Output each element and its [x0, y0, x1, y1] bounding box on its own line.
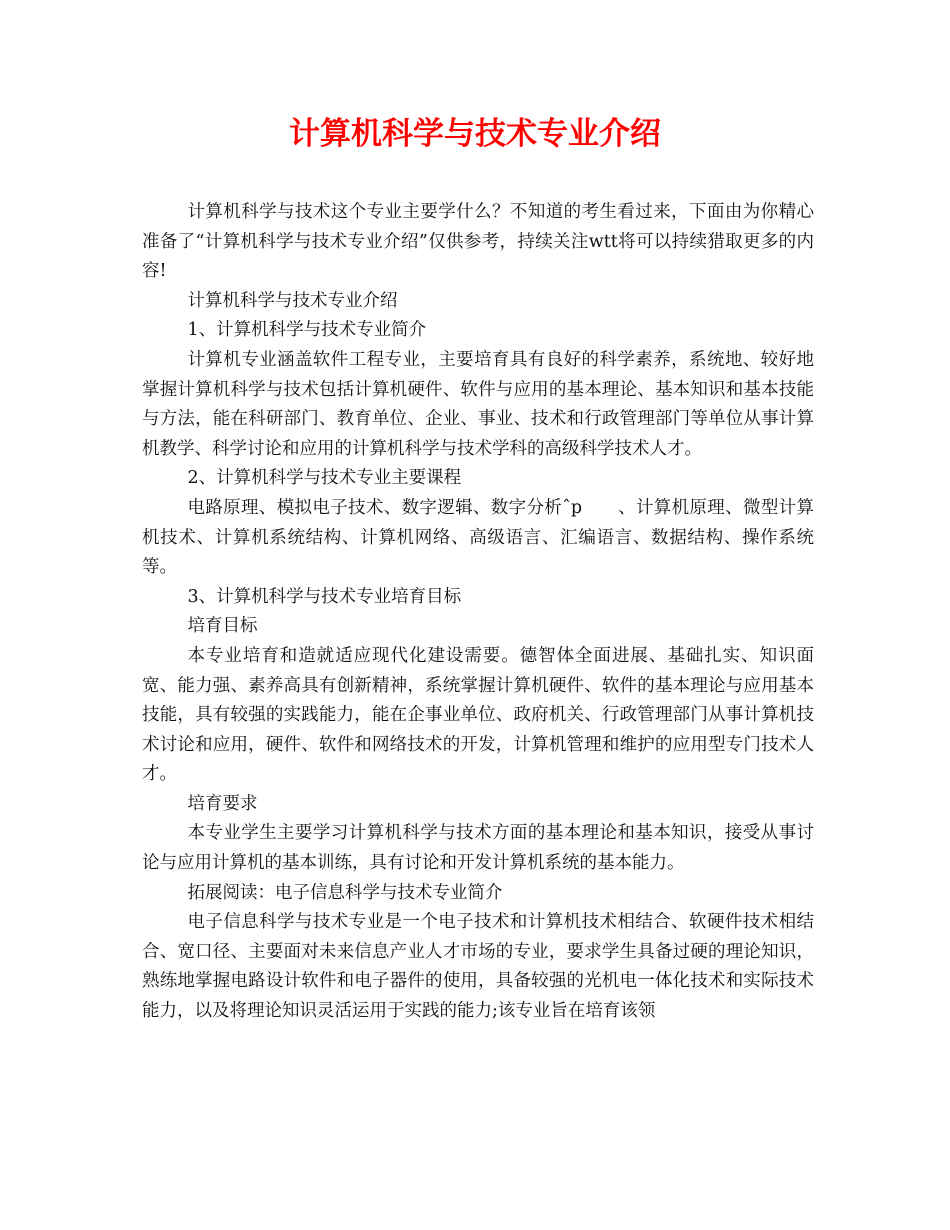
- section-heading-courses: 2、计算机科学与技术专业主要课程: [187, 468, 462, 489]
- goals-paragraph: 本专业培育和造就适应现代化建设需要。德智体全面进展、基础扎实、知识面宽、能力强、素养高具有创新精神，系统掌握计算机硬件、软件的基本理论与应用基本技能，具有较强的实践能力，能在企事业单位、政府机关、行政管理部门从事计算机技术讨论和应用，硬件、软件和网络技术的开发，计算机管理和维护的应用型专门技术人才。: [142, 645, 814, 785]
- section-heading-extended-reading: 拓展阅读：电子信息科学与技术专业简介: [187, 882, 503, 903]
- courses-paragraph: 电路原理、模拟电子技术、数字逻辑、数字分析ˆp 、计算机原理、微型计算机技术、计算机系统结构、计算机网络、高级语言、汇编语言、数据结构、操作系统等。: [142, 497, 814, 578]
- subheading-requirements: 培育要求: [187, 793, 258, 814]
- section-heading-goals: 3、计算机科学与技术专业培育目标: [187, 586, 462, 607]
- requirements-paragraph: 本专业学生主要学习计算机科学与技术方面的基本理论和基本知识，接受从事讨论与应用计算机的基本训练，具有讨论和开发计算机系统的基本能力。: [142, 823, 814, 874]
- section-heading-intro: 计算机科学与技术专业介绍: [187, 290, 398, 311]
- section-heading-overview: 1、计算机科学与技术专业简介: [187, 320, 427, 341]
- overview-paragraph: 计算机专业涵盖软件工程专业，主要培育具有良好的科学素养，系统地、较好地掌握计算机科学与技术包括计算机硬件、软件与应用的基本理论、基本知识和基本技能与方法，能在科研部门、教育单位、企业、事业、技术和行政管理部门等单位从事计算机教学、科学讨论和应用的计算机科学与技术学科的高级科学技术人才。: [142, 349, 814, 459]
- extended-reading-paragraph: 电子信息科学与技术专业是一个电子技术和计算机技术相结合、软硬件技术相结合、宽口径、主要面对未来信息产业人才市场的专业，要求学生具备过硬的理论知识，熟练地掌握电路设计软件和电子器件的使用，具备较强的光机电一体化技术和实际技术能力，以及将理论知识灵活运用于实践的能力;该专业旨在培育该领: [142, 912, 814, 1022]
- document-title: 计算机科学与技术专业介绍: [289, 116, 661, 152]
- document-body: [142, 198, 814, 1027]
- subheading-goals: 培育目标: [187, 616, 258, 637]
- intro-paragraph: 计算机科学与技术这个专业主要学什么？不知道的考生看过来，下面由为你精心准备了“计算机科学与技术专业介绍”仅供参考，持续关注wtt将可以持续猎取更多的内容!: [142, 202, 814, 282]
